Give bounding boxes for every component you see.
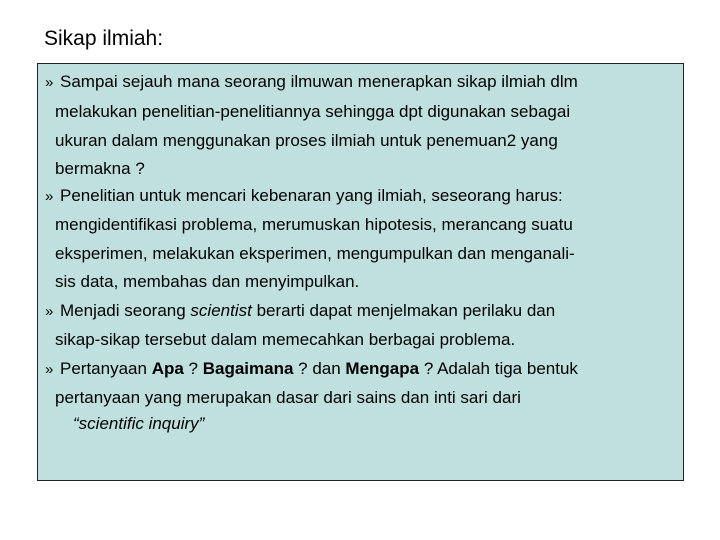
bullet-1-line-4: bermakna ? <box>55 159 145 178</box>
bullet-4-line-1: » Pertanyaan Apa ? Bagaimana ? dan Mengapa ? Adalah tiga bentuk <box>45 359 578 378</box>
bullet-4-line-3: “scientific inquiry” <box>73 414 205 433</box>
mengapa-emphasis: Mengapa <box>345 359 420 378</box>
bullet-2-line-1: » Penelitian untuk mencari kebenaran yang ilmiah, seseorang harus: <box>45 186 563 205</box>
apa-emphasis: Apa <box>151 359 184 378</box>
bullet-4-line-2: pertanyaan yang merupakan dasar dari sains dan inti sari dari <box>55 388 521 407</box>
bullet-3-line-1: » Menjadi seorang scientist berarti dapat menjelmakan perilaku dan <box>45 301 556 320</box>
bullet-2-line-4: sis data, membahas dan menyimpulkan. <box>55 272 360 291</box>
bullet-2-line-3: eksperimen, melakukan eksperimen, mengumpulkan dan menganali- <box>55 244 575 263</box>
bagaimana-emphasis: Bagaimana <box>202 359 294 378</box>
bullet-2-line-2: mengidentifikasi problema, merumuskan hipotesis, merancang suatu <box>55 215 573 234</box>
bullet-1-line-1: » Sampai sejauh mana seorang ilmuwan menerapkan sikap ilmiah dlm <box>45 72 578 91</box>
bullet-marker-icon: » <box>45 303 54 320</box>
bullet-3-line-2: sikap-sikap tersebut dalam memecahkan berbagai problema. <box>55 330 516 349</box>
bullet-1-line-2: melakukan penelitian-penelitiannya sehingga dpt digunakan sebagai <box>55 102 571 121</box>
content-box <box>37 63 684 481</box>
bullet-1-line-3: ukuran dalam menggunakan proses ilmiah untuk penemuan2 yang <box>55 131 558 150</box>
bullet-marker-icon: » <box>45 188 54 205</box>
slide-title: Sikap ilmiah: <box>44 27 164 50</box>
bullet-marker-icon: » <box>45 361 54 378</box>
scientist-emphasis: scientist <box>190 301 252 320</box>
bullet-marker-icon: » <box>45 74 54 91</box>
